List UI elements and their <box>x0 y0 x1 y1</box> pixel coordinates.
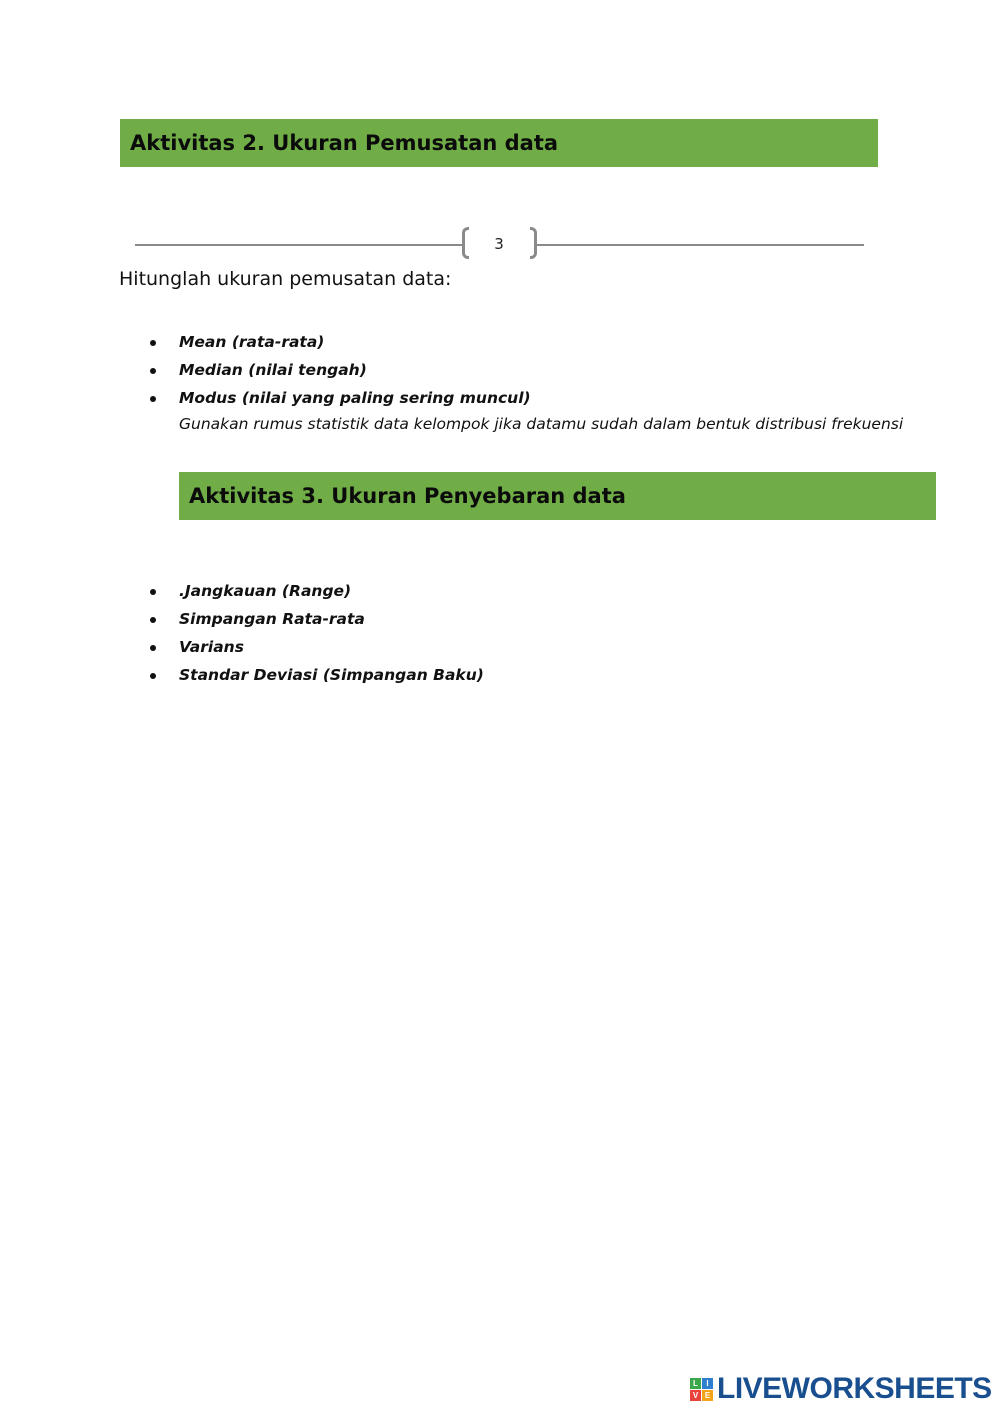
list-item: Median (nilai tengah) <box>0 359 531 387</box>
bullet-icon <box>150 645 156 651</box>
formula-note: Gunakan rumus statistik data kelompok jika datamu sudah dalam bentuk distribusi frekuensi <box>179 415 904 433</box>
list-item: Modus (nilai yang paling sering muncul) <box>0 387 531 415</box>
bullet-icon <box>150 340 156 346</box>
bullet-icon <box>150 396 156 402</box>
page-number: 3 <box>494 235 504 253</box>
bullet-icon <box>150 617 156 623</box>
bullet-icon <box>150 589 156 595</box>
logo-letter: E <box>702 1390 713 1401</box>
central-tendency-list <box>0 331 531 415</box>
activity2-title: Aktivitas 2. Ukuran Pemusatan data <box>130 131 559 155</box>
list-item: Standar Deviasi (Simpangan Baku) <box>0 664 484 692</box>
activity3-heading <box>179 472 936 520</box>
logo-letter: L <box>690 1378 701 1389</box>
list-item: .Jangkauan (Range) <box>0 580 484 608</box>
divider-line-left <box>135 244 463 246</box>
divider-line-right <box>536 244 864 246</box>
dispersion-list <box>0 580 484 692</box>
intro-text: Hitunglah ukuran pemusatan data: <box>119 268 452 290</box>
liveworksheets-logo[interactable] <box>690 1372 992 1406</box>
activity3-title: Aktivitas 3. Ukuran Penyebaran data <box>189 484 626 508</box>
list-item: Simpangan Rata-rata <box>0 608 484 636</box>
list-item: Varians <box>0 636 484 664</box>
logo-letter: V <box>690 1390 701 1401</box>
right-bracket-icon <box>530 227 537 259</box>
logo-letter: I <box>702 1378 713 1389</box>
bullet-icon <box>150 368 156 374</box>
bullet-icon <box>150 673 156 679</box>
activity2-heading <box>120 119 878 167</box>
logo-text: LIVEWORKSHEETS <box>717 1372 992 1405</box>
left-bracket-icon <box>462 227 469 259</box>
liveworksheets-icon <box>690 1378 713 1401</box>
list-item: Mean (rata-rata) <box>0 331 531 359</box>
